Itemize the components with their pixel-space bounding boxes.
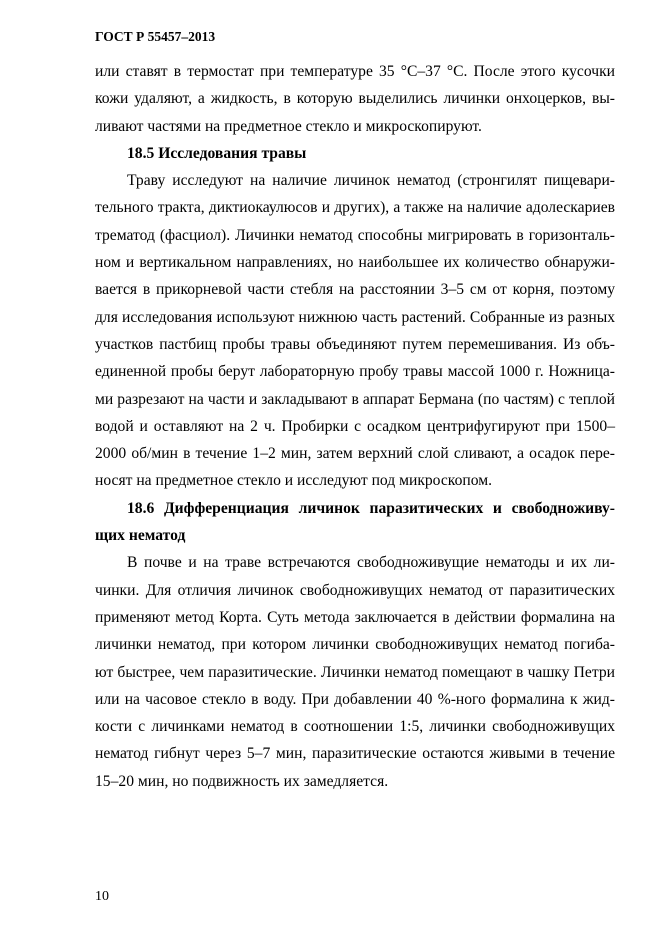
continuation-paragraph bbox=[95, 58, 615, 140]
text-line: вается в прикорневой части стебля на расстоянии 3–5 см от корня, поэтому bbox=[95, 281, 615, 299]
text-line: применяют метод Корта. Суть метода заключается в действии формалина на bbox=[95, 608, 615, 626]
text-line: ми разрезают на части и закладывают в аппарат Бермана (по частям) с теплой bbox=[95, 390, 615, 408]
section-heading-18-6 bbox=[95, 495, 615, 550]
text-line: 15–20 мин, но подвижность их замедляется. bbox=[95, 772, 389, 790]
document-body bbox=[95, 58, 615, 795]
text-line: личинки нематод, при котором личинки свободноживущих нематод погиба- bbox=[95, 636, 615, 654]
section-heading-18-5: 18.5 Исследования травы bbox=[127, 144, 307, 162]
paragraph-larvae-differentiation bbox=[95, 549, 615, 795]
standard-header: ГОСТ Р 55457–2013 bbox=[95, 29, 216, 44]
text-line: 2000 об/мин в течение 1–2 мин, затем верхний слой сливают, а осадок пере- bbox=[95, 445, 615, 463]
text-line: чинки. Для отличия личинок свободноживущих нематод от паразитических bbox=[95, 581, 615, 599]
text-line: Траву исследуют на наличие личинок нематод (стронгилят пищевари- bbox=[127, 172, 615, 190]
text-line: тельного тракта, диктиокаулюсов и других), а также на наличие адолескариев bbox=[95, 199, 615, 217]
text-line: участков пастбищ пробы травы объединяют путем перемешивания. Из объ- bbox=[95, 335, 615, 353]
text-line: кости с личинками нематод в соотношении 1:5, личинки свободноживущих bbox=[95, 718, 615, 736]
text-line: единенной пробы берут лабораторную пробу травы массой 1000 г. Ножница- bbox=[95, 363, 615, 381]
text-line: ют быстрее, чем паразитические. Личинки нематод помещают в чашку Петри bbox=[95, 663, 615, 681]
text-line: или ставят в термостат при температуре 35 °С–37 °С. После этого кусочки bbox=[95, 63, 615, 80]
text-line: ном и вертикальном направлениях, но наибольшее их количество обнаружи- bbox=[95, 254, 615, 272]
heading-line: 18.6 Дифференциация личинок паразитических и свободноживу- bbox=[127, 499, 615, 517]
page-number: 10 bbox=[95, 889, 109, 904]
text-line: водой и оставляют на 2 ч. Пробирки с осадком центрифугируют при 1500– bbox=[95, 417, 615, 435]
text-line: трематод (фасциол). Личинки нематод способны мигрировать в горизонталь- bbox=[95, 226, 615, 244]
text-line: нематод гибнут через 5–7 мин, паразитические остаются живыми в течение bbox=[95, 745, 615, 763]
text-line: ливают частями на предметное стекло и микроскопируют. bbox=[95, 117, 482, 135]
text-line: или на часовое стекло в воду. При добавлении 40 %-ного формалина к жид- bbox=[95, 690, 615, 708]
heading-line: щих нематод bbox=[95, 527, 186, 545]
text-line: кожи удаляют, а жидкость, в которую выделились личинки онхоцерков, вы- bbox=[95, 90, 615, 108]
text-line: для исследования используют нижнюю часть растений. Собранные из разных bbox=[95, 308, 615, 326]
paragraph-grass-examination bbox=[95, 167, 615, 495]
text-line: носят на предметное стекло и исследуют под микроскопом. bbox=[95, 472, 492, 490]
text-line: В почве и на траве встречаются свободноживущие нематоды и их ли- bbox=[127, 554, 615, 572]
